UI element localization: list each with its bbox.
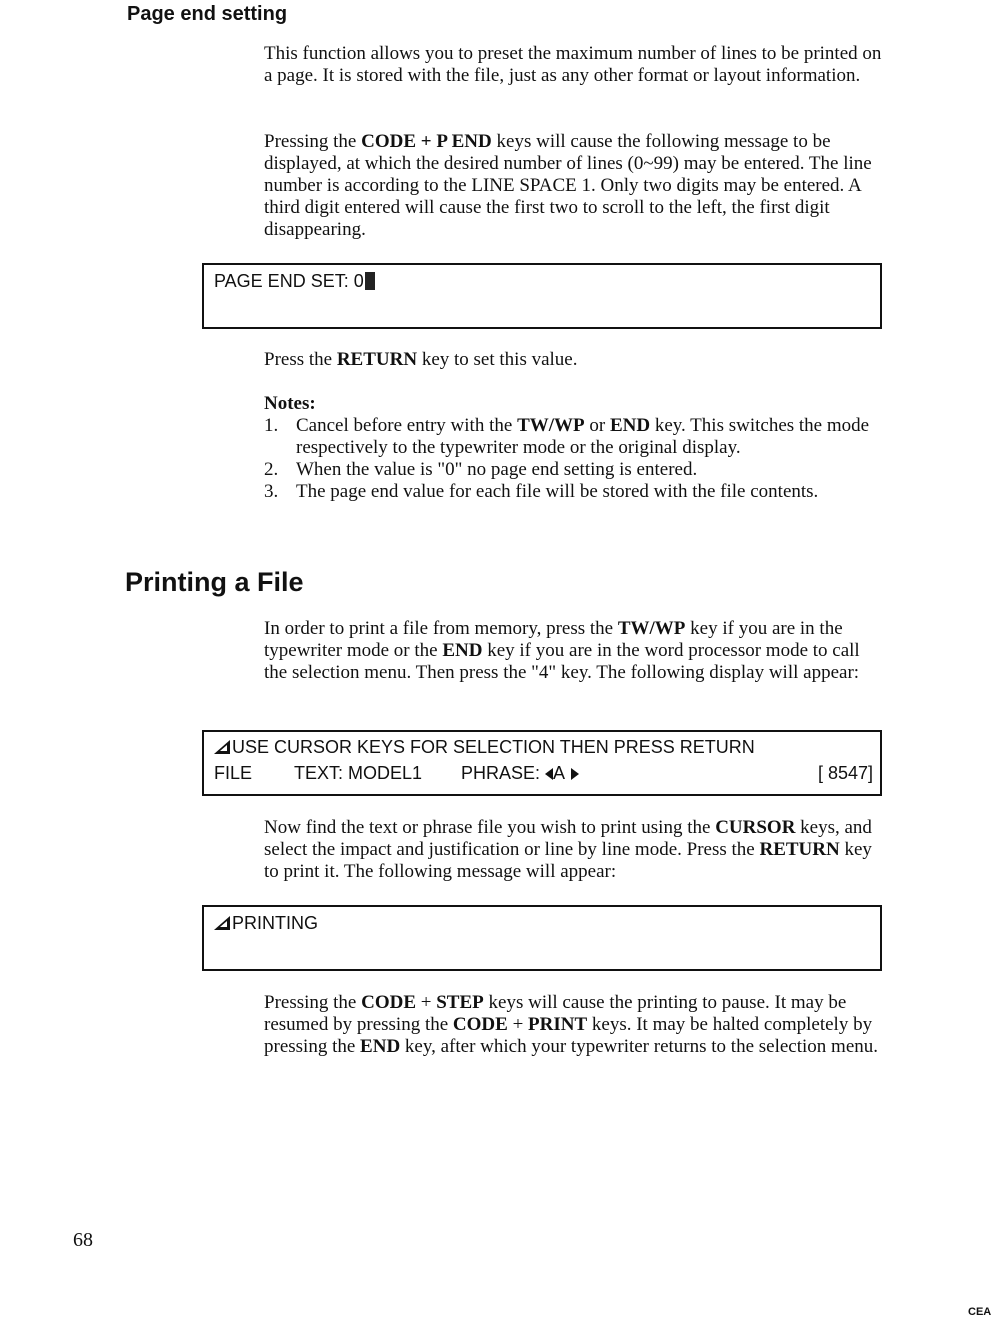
- file-label: FILE: [214, 763, 253, 783]
- page-end-display-box: [202, 263, 882, 329]
- page-number: 68: [73, 1229, 93, 1251]
- selection-display-line1: USE CURSOR KEYS FOR SELECTION THEN PRESS RETURN: [214, 737, 755, 758]
- arrow-left-icon: [545, 768, 553, 780]
- text-model-label: TEXT: MODEL1: [294, 763, 423, 783]
- selection-display-box: [202, 730, 882, 796]
- note-item: 3. The page end value for each file will be stored with the file contents.: [264, 481, 819, 502]
- page-end-display-text: PAGE END SET: 0: [214, 271, 375, 292]
- printing-display-box: [202, 905, 882, 971]
- cursor-paragraph: Now find the text or phrase file you wish to print using the CURSOR keys, and select the impact and justification or line by line mode. Press the RETURN key to print it. The following message will appear:: [264, 817, 872, 882]
- section-heading-printing-a-file: Printing a File: [125, 567, 304, 597]
- notes-title: Notes:: [264, 393, 316, 414]
- printing-display-text: PRINTING: [214, 913, 318, 934]
- note-item: 2. When the value is "0" no page end setting is entered.: [264, 459, 698, 480]
- print-intro-paragraph: In order to print a file from memory, press the TW/WP key if you are in the typewriter mode or the END key if you are in the word processor mode to call the selection menu. Then press the "4" key. The following display will appear:: [264, 618, 860, 683]
- footer-mark: CEA: [968, 1306, 992, 1318]
- memory-counter: [ 8547]: [818, 763, 874, 783]
- intro-paragraph: This function allows you to preset the maximum number of lines to be printed on a page. It is stored with the file, just as any other format or layout information.: [264, 43, 882, 86]
- triangle-icon: [214, 916, 230, 930]
- pause-paragraph: Pressing the CODE + STEP keys will cause the printing to pause. It may be resumed by pressing the CODE + PRINT keys. It may be halted completely by pressing the END key, after which your typewriter returns to the selection menu.: [264, 992, 879, 1057]
- cursor-block-icon: [365, 272, 375, 290]
- section-heading-page-end-setting: Page end setting: [127, 3, 288, 25]
- return-paragraph: Press the RETURN key to set this value.: [264, 349, 578, 370]
- triangle-icon: [214, 740, 230, 754]
- note-item: 1. Cancel before entry with the TW/WP or END key. This switches the mode respectively to the typewriter mode or the original display.: [264, 415, 870, 458]
- arrow-right-icon: [571, 768, 579, 780]
- phrase-field: PHRASE: A: [461, 763, 579, 784]
- code-p-end-paragraph: Pressing the CODE + P END keys will cause the following message to be displayed, at which the desired number of lines (0~99) may be entered. The line number is according to the LINE SPACE 1. Only two digits may be entered. A third digit entered will cause the first two to scroll to the left, the first digit disappearing.: [264, 131, 872, 240]
